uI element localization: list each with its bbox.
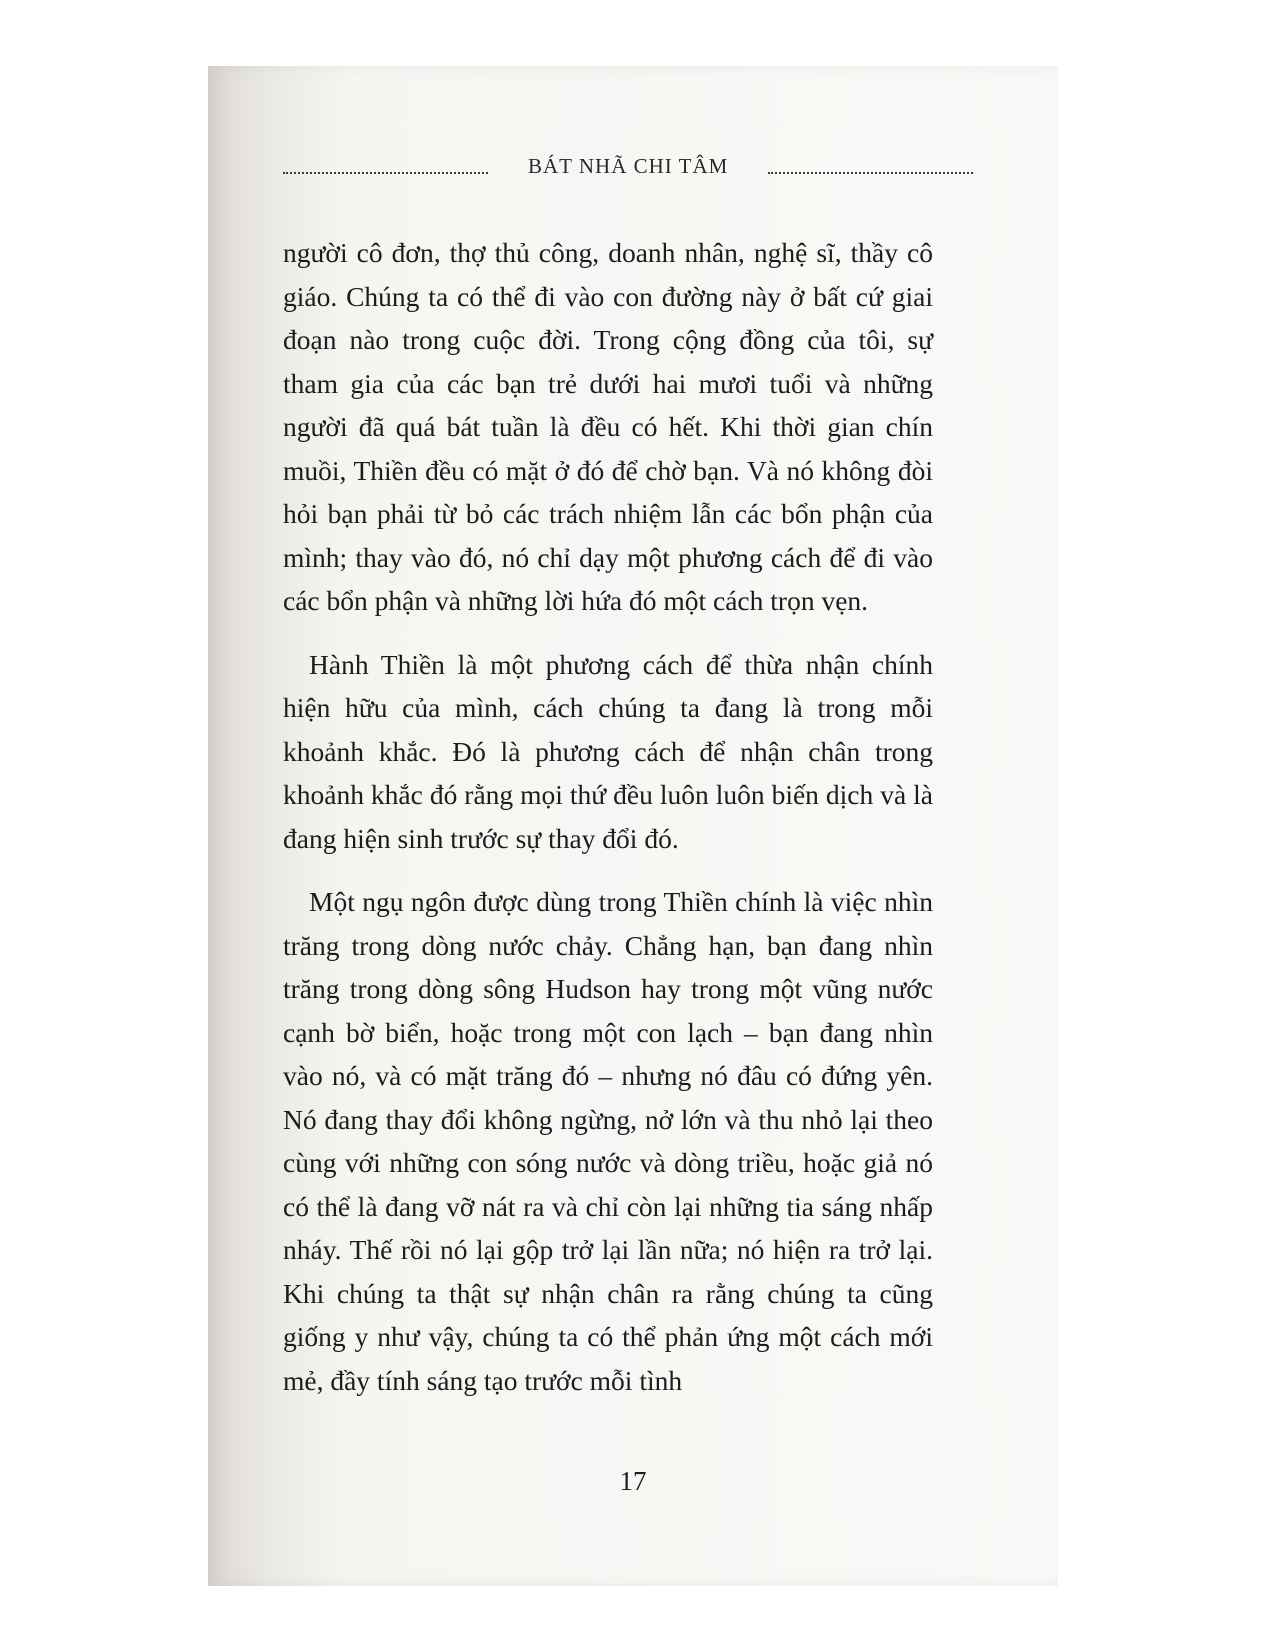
header-title: BÁT NHÃ CHI TÂM xyxy=(528,154,729,178)
running-header xyxy=(283,154,983,184)
page-number: 17 xyxy=(619,1466,647,1496)
header-dotted-rule-right xyxy=(768,172,973,174)
header-dotted-rule-left xyxy=(283,172,488,174)
paragraph-2: Hành Thiền là một phương cách để thừa nhận chính hiện hữu của mình, cách chúng ta đang là trong mỗi khoảnh khắc. Đó là phương cách để nhận chân trong khoảnh khắc đó rằng mọi thứ đều luôn luôn biến dịch và là đang hiện sinh trước sự thay đổi đó. xyxy=(283,648,933,854)
body-text xyxy=(283,231,933,1422)
paragraph-1: người cô đơn, thợ thủ công, doanh nhân, nghệ sĩ, thầy cô giáo. Chúng ta có thể đi vào con đường này ở bất cứ giai đoạn nào trong cuộc đời. Trong cộng đồng của tôi, sự tham gia của các bạn trẻ dưới hai mươi tuổi và những người đã quá bát tuần là đều có hết. Khi thời gian chín muồi, Thiền đều có mặt ở đó để chờ bạn. Và nó không đòi hỏi bạn phải từ bỏ các trách nhiệm lẫn các bổn phận của mình; thay vào đó, nó chỉ dạy một phương cách để đi vào các bổn phận và những lời hứa đó một cách trọn vẹn. xyxy=(283,237,933,616)
paragraph-3: Một ngụ ngôn được dùng trong Thiền chính là việc nhìn trăng trong dòng nước chảy. Chẳng hạn, bạn đang nhìn trăng trong dòng sông Hudson hay trong một vũng nước cạnh bờ biển, hoặc trong một con lạch – bạn đang nhìn vào nó, và có mặt trăng đó – nhưng nó đâu có đứng yên. Nó đang thay đổi không ngừng, nở lớn và thu nhỏ lại theo cùng với những con sóng nước và dòng triều, hoặc giả nó có thể là đang vỡ nát ra và chỉ còn lại những tia sáng nhấp nháy. Thế rồi nó lại gộp trở lại lần nữa; nó hiện ra trở lại. Khi chúng ta thật sự nhận chân ra rằng chúng ta cũng giống y như vậy, chúng ta có thể phản ứng một cách mới mẻ, đầy tính sáng tạo trước mỗi tình xyxy=(283,886,933,1396)
book-page xyxy=(208,66,1058,1586)
